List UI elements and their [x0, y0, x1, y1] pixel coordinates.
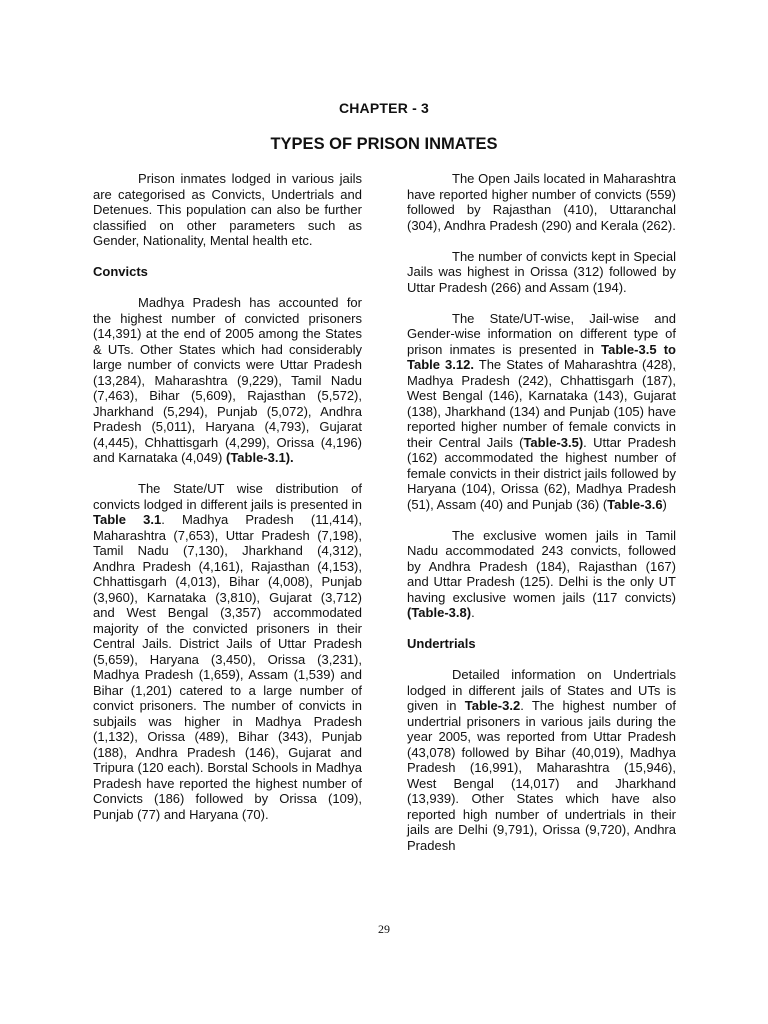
table-reference: Table-3.5) — [523, 434, 584, 450]
convicts-paragraph-1 — [93, 295, 362, 466]
paragraph-text: Madhya Pradesh has accounted for the highest number of convicted prisoners (14,391) at the end of 2005 among the States & UTs. Other States which had considerably large number of convicts were Uttar Pradesh (13,284), Maharashtra (9,229), Tamil Nadu (7,463), Bihar (5,609), Rajasthan (5,572), Jharkhand (5,294), Punjab (5,072), Andhra Pradesh (5,011), Haryana (4,793), Gujarat (4,445), Chhattisgarh (4,299), Orissa (4,196) and Karnataka (4,049) — [93, 295, 362, 465]
paragraph-text: . Madhya Pradesh (11,414), Maharashtra (7,653), Uttar Pradesh (7,198), Tamil Nadu (7,130), Jharkhand (4,312), Andhra Pradesh (4,161), Rajasthan (4,153), Chhattisgarh (4,013), Bihar (4,008), Punjab (3,960), Karnataka (3,810), Gujarat (3,712) and West Bengal (3,357) accommodated majority of the convicted prisoners in their Central Jails. District Jails of Uttar Pradesh (5,659), Haryana (3,450), Orissa (3,231), Madhya Pradesh (1,659), Assam (1,539) and Bihar (1,201) catered to a large number of convict prisoners. The number of convicts in subjails was higher in Madhya Pradesh (1,132), Orissa (489), Bihar (343), Punjab (188), Andhra Pradesh (146), Gujarat and Tripura (120 each). Borstal Schools in Madhya Pradesh have reported the highest number of Convicts (186) followed by Orissa (109), Punjab (77) and Haryana (70). — [93, 512, 362, 822]
chapter-label: CHAPTER - 3 — [338, 100, 430, 116]
paragraph-text: Detailed information on Undertrials lodged in different jails of States and UTs is given in — [407, 667, 676, 713]
gender-paragraph — [407, 311, 676, 513]
undertrials-paragraph — [407, 667, 676, 853]
page-number: 29 — [378, 922, 390, 936]
undertrials-heading: Undertrials — [407, 636, 476, 651]
paragraph-text: The State/UT-wise, Jail-wise and Gender-wise information on different type of prison inmates is presented in — [407, 310, 676, 357]
left-column — [93, 171, 362, 822]
paragraph-text: . — [471, 605, 475, 620]
table-reference: Table 3.1 — [93, 512, 162, 527]
page-title: TYPES OF PRISON INMATES — [270, 135, 498, 153]
paragraph-text: . The highest number of undertrial prisoners in various jails during the year 2005, was reported from Uttar Pradesh (43,078) followed by Bihar (40,019), Madhya Pradesh (16,991), Maharashtra (15,946), West Bengal (14,017) and Jharkhand (13,939). Other States which have also reported high number of undertrials in their jails are Delhi (9,791), Orissa (9,720), Andhra Pradesh — [407, 698, 676, 853]
paragraph-text: ) — [662, 496, 667, 512]
convicts-paragraph-2 — [93, 481, 362, 822]
women-jails-paragraph — [407, 528, 676, 621]
paragraph-text: The exclusive women jails in Tamil Nadu accommodated 243 convicts, followed by Andhra Pradesh (184), Rajasthan (167) and Uttar Pradesh (125). Delhi is the only UT having exclusive women jails (117 convicts) — [407, 527, 676, 605]
special-jails-paragraph: The number of convicts kept in Special Jails was highest in Orissa (312) followed by Uttar Pradesh (266) and Assam (194). — [407, 248, 676, 295]
paragraph-text: The State/UT wise distribution of convicts lodged in different jails is presented in — [93, 481, 362, 512]
table-reference: (Table-3.8) — [407, 605, 472, 620]
open-jails-paragraph: The Open Jails located in Maharashtra have reported higher number of convicts (559) followed by Rajasthan (410), Uttaranchal (304), Andhra Pradesh (290) and Kerala (262). — [407, 171, 676, 233]
table-reference: Table-3.6 — [607, 496, 663, 512]
table-reference: (Table-3.1). — [225, 450, 294, 465]
table-reference: Table-3.5 to Table 3.12. — [407, 341, 676, 372]
convicts-heading: Convicts — [93, 264, 148, 279]
paragraph-text: . Uttar Pradesh (162) accommodated the highest number of female convicts in their district jails followed by Haryana (104), Orissa (62), Madhya Pradesh (51), Assam (40) and Punjab (36) ( — [407, 434, 676, 512]
intro-paragraph: Prison inmates lodged in various jails are categorised as Convicts, Undertrials and Detenues. This population can also be further classified on other parameters such as Gender, Nationality, Mental health etc. — [93, 171, 362, 248]
right-column — [407, 171, 676, 853]
paragraph-text: The States of Maharashtra (428), Madhya Pradesh (242), Chhattisgarh (187), West Bengal (146), Karnataka (143), Gujarat (138), Jharkhand (134) and Punjab (105) have reported higher number of female convicts in their Central Jails ( — [407, 357, 676, 450]
table-reference: Table-3.2 — [464, 698, 521, 713]
